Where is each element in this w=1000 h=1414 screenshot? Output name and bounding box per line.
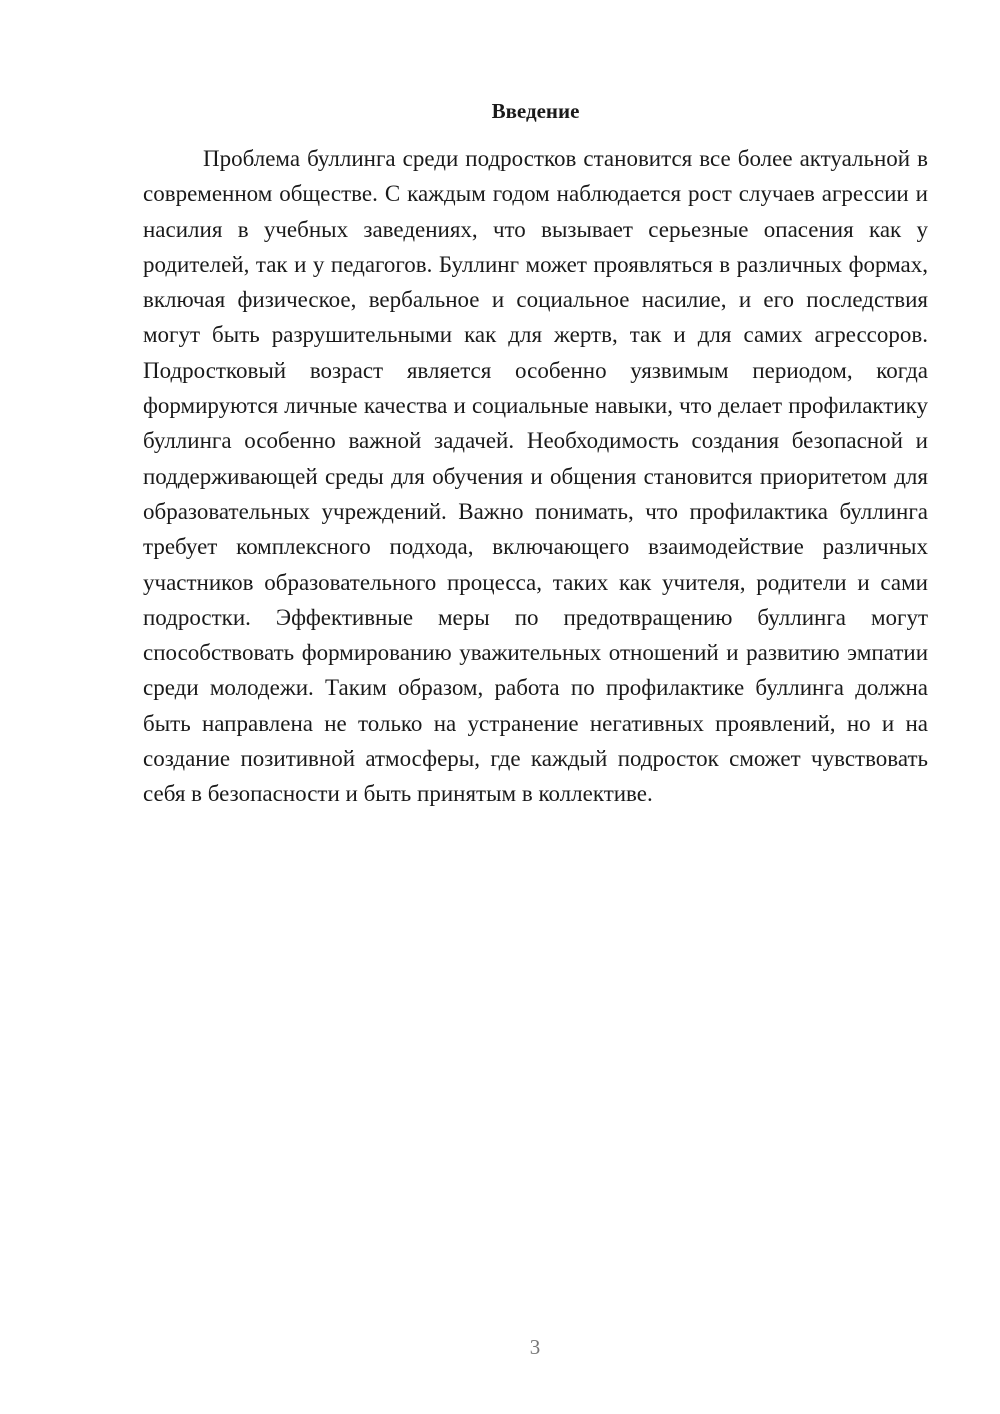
section-heading: Введение	[491, 99, 580, 123]
page-number: 3	[529, 1335, 541, 1359]
body-paragraph: Проблема буллинга среди подростков становится все более актуальной в современном обществе. С каждым годом наблюдается рост случаев агрессии и насилия в учебных заведениях, что вызывает серьезные опасения как у родителей, так и у педагогов. Буллинг может проявляться в различных формах, включая физическое, вербальное и социальное насилие, и его последствия могут быть разрушительными как для жертв, так и для самих агрессоров. Подростковый возраст является особенно уязвимым периодом, когда формируются личные качества и социальные навыки, что делает профилактику буллинга особенно важной задачей. Необходимость создания безопасной и поддерживающей среды для обучения и общения становится приоритетом для образовательных учреждений. Важно понимать, что профилактика буллинга требует комплексного подхода, включающего взаимодействие различных участников образовательного процесса, таких как учителя, родители и сами подростки. Эффективные меры по предотвращению буллинга могут способствовать формированию уважительных отношений и развитию эмпатии среди молодежи. Таким образом, работа по профилактике буллинга должна быть направлена не только на устранение негативных проявлений, но и на создание позитивной атмосферы, где каждый подросток сможет чувствовать себя в безопасности и быть принятым в коллективе.	[143, 146, 928, 807]
